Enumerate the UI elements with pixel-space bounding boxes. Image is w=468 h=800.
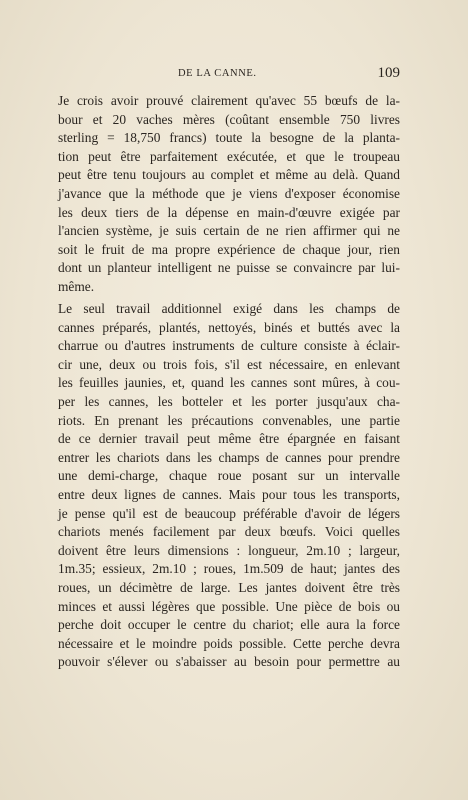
text-line: Le seul travail additionnel exigé dans les champs de bbox=[58, 301, 400, 317]
text-line: peut être tenu toujours au complet et même au delà. Quand bbox=[58, 167, 400, 183]
text-line: tion peut être parfaitement exécutée, et que le troupeau bbox=[58, 148, 400, 164]
text-line: roues, un décimètre de large. Les jantes doivent être très bbox=[58, 579, 400, 595]
page-number: 109 bbox=[377, 65, 400, 81]
text-line: minces et aussi légères que possible. Une pièce de bois ou bbox=[58, 598, 400, 614]
text-line: j'avance que la méthode que je viens d'exposer économise bbox=[58, 185, 400, 201]
text-line: l'ancien système, je suis certain de ne rien affirmer qui ne bbox=[58, 223, 400, 239]
text-line: charrue ou d'autres instruments de culture consiste à éclair- bbox=[58, 338, 400, 354]
text-line: une demi-charge, chaque roue posant sur un intervalle bbox=[58, 468, 400, 484]
text-line: les feuilles jaunies, et, quand les cannes sont mûres, à cou- bbox=[58, 375, 400, 391]
text-line: per les cannes, les botteler et les porter jusqu'aux cha- bbox=[58, 394, 400, 409]
text-line: Je crois avoir prouvé clairement qu'avec 55 bœufs de la- bbox=[58, 93, 400, 108]
text-line: cannes préparés, plantés, nettoyés, binés et buttés avec la bbox=[58, 319, 400, 335]
page-header bbox=[58, 65, 400, 86]
body-text bbox=[58, 92, 400, 672]
text-line: nécessaire et le moindre poids possible. Cette perche devra bbox=[58, 635, 400, 651]
text-line: entrer les chariots dans les champs de cannes pour prendre bbox=[58, 449, 400, 465]
text-line: les deux tiers de la dépense en main-d'œuvre exigée par bbox=[58, 204, 400, 220]
text-line: riots. En prenant les précautions convenables, une partie bbox=[58, 412, 400, 428]
text-line: je pense qu'il est de beaucoup préférable d'avoir de légers bbox=[58, 505, 400, 521]
text-line: doivent être leurs dimensions : longueur, 2m.10 ; largeur, bbox=[58, 542, 400, 558]
text-line: entre deux lignes de cannes. Mais pour tous les transports, bbox=[58, 486, 400, 502]
paragraph-2 bbox=[58, 300, 400, 672]
text-line: perche doit occuper le centre du chariot; elle aura la force bbox=[58, 617, 400, 633]
text-line: pouvoir s'élever ou s'abaisser au besoin pour permettre au bbox=[58, 654, 400, 670]
text-line: chariots menés facilement par deux bœufs. Voici quelles bbox=[58, 524, 400, 540]
text-line: soit le fruit de ma propre expérience de chaque jour, rien bbox=[58, 241, 400, 257]
running-head: DE LA CANNE. bbox=[178, 68, 257, 79]
text-line: dont un planteur intelligent ne puisse se convaincre par lui- bbox=[58, 260, 400, 276]
text-line: 1m.35; essieux, 2m.10 ; roues, 1m.509 de haut; jantes des bbox=[58, 561, 400, 577]
text-line: sterling = 18,750 francs) toute la besogne de la planta- bbox=[58, 130, 400, 146]
text-line: bour et 20 vaches mères (coûtant ensemble 750 livres bbox=[58, 111, 400, 127]
text-line: cir une, deux ou trois fois, s'il est nécessaire, en enlevant bbox=[58, 356, 400, 372]
text-line: même. bbox=[58, 278, 95, 294]
paragraph-1 bbox=[58, 92, 400, 297]
text-line: de ce dernier travail peut même être épargnée en faisant bbox=[58, 431, 400, 447]
